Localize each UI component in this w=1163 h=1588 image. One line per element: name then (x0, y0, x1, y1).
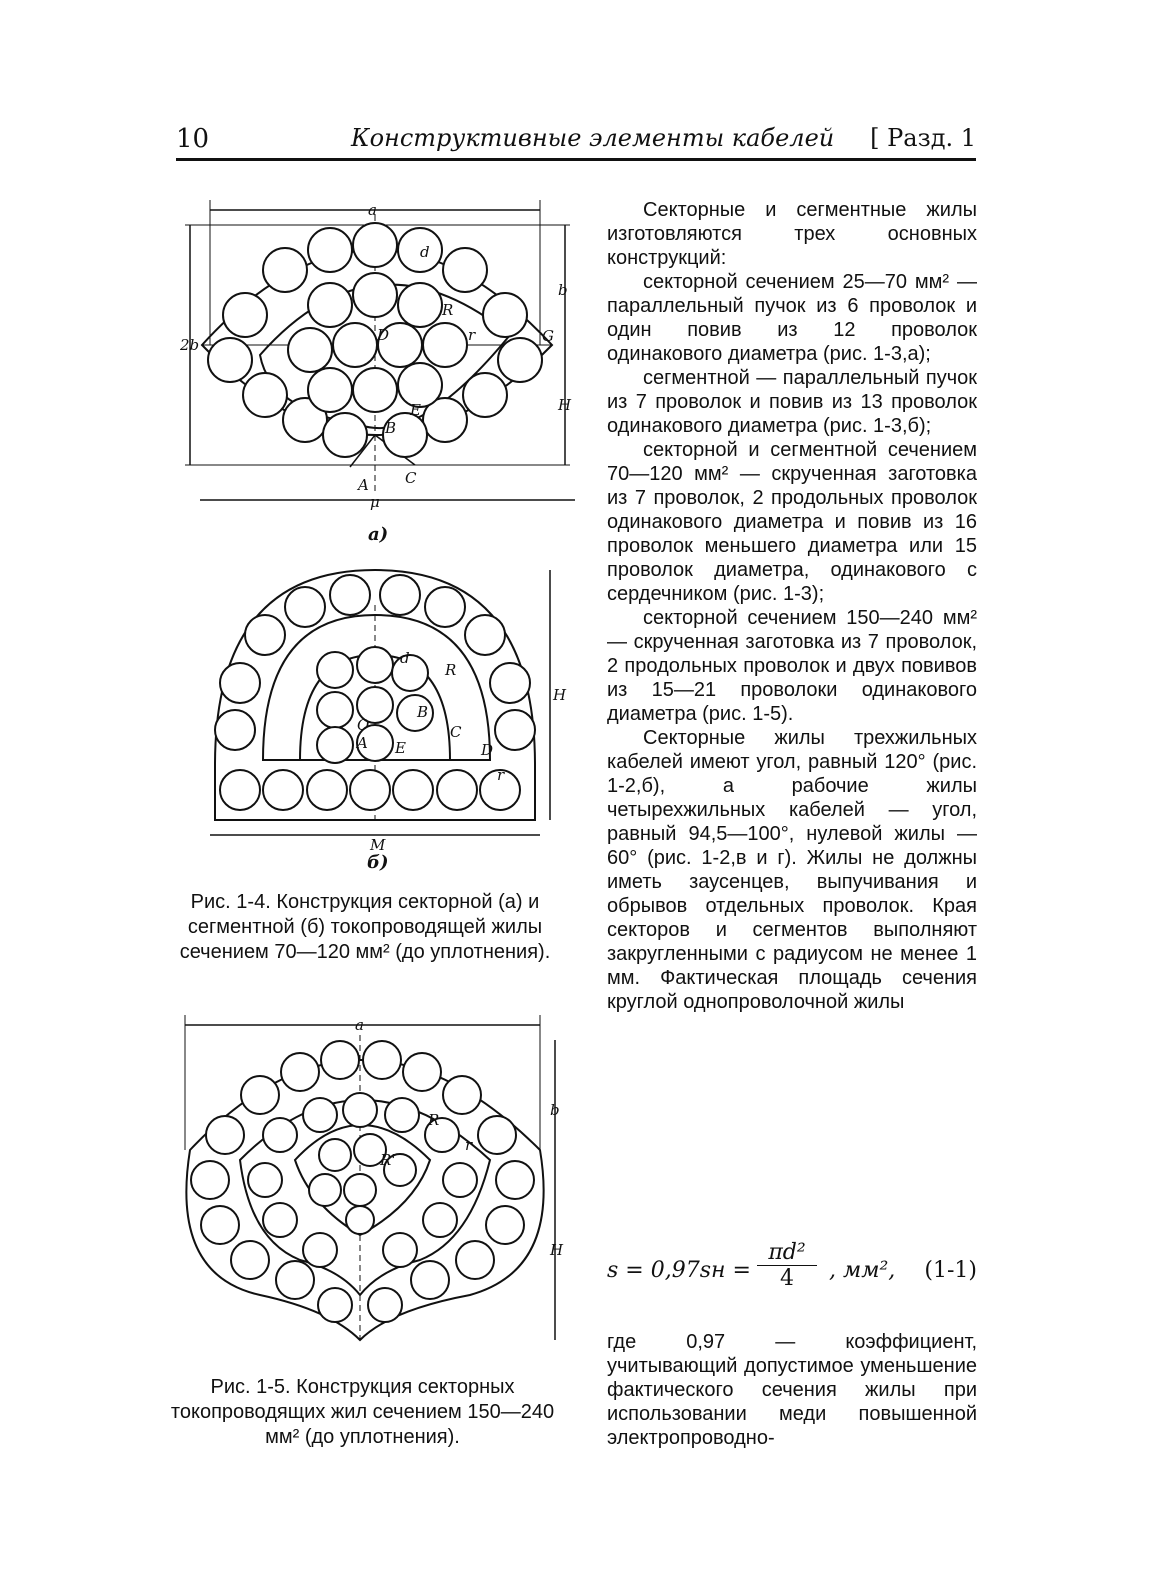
point-b-label: B (385, 419, 397, 437)
dim-h-label: H (553, 686, 567, 704)
figure-1-5 (170, 1010, 580, 1355)
running-title: Конструктивные элементы кабелей (351, 124, 835, 152)
dim-m-label: M (370, 836, 386, 854)
point-e-label: E (410, 401, 421, 419)
dim-a-label: a (368, 201, 377, 219)
mark-d-label: d (420, 243, 430, 261)
paragraph: Секторные жилы трехжильных кабелей имеют угол, равный 120° (рис. 1-2,б), а рабочие жилы четырехжильных кабелей — угол, равный 94,5—100°, нулевой жилы — 60° (рис. 1-2,в и г). Жилы не должны иметь заусенцев, выпучивания и обрывов отдельных проволок. Края секторов и сегментов выполняют закругленными с радиусом не менее 1 мм. Фактическая площадь сечения круглой однопроволочной жилы (607, 727, 977, 1013)
mark-r-big-label: R (445, 661, 457, 679)
formula-lhs: s = 0,97sн = (607, 1258, 751, 1283)
paragraph: секторной и сегментной сечением 70—120 мм² — скрученная заготовка из 7 проволок, 2 продольных проволок одинакового диаметра и повив из 16 проволок меньшего диаметра или 15 проволок диаметра, одинакового с сердечником (рис. 1-3); (607, 439, 977, 605)
paragraph: сегментной — параллельный пучок из 7 проволок и повив из 13 проволок одинакового диаметра (рис. 1-3,б); (607, 367, 977, 437)
formula-1-1 (607, 1240, 977, 1300)
point-g-label: G (542, 327, 554, 345)
point-c-label: C (450, 723, 462, 741)
paragraph: Секторные и сегментные жилы изготовляются трех основных конструкций: (607, 199, 977, 269)
figure-1-4-b (205, 565, 575, 875)
figure-1-4-a (180, 195, 590, 555)
figure-b-label: б) (367, 852, 389, 873)
segment-conductor-diagram (205, 565, 575, 875)
page-header (176, 118, 976, 160)
paragraph: где 0,97 — коэффициент, учитывающий допустимое уменьшение фактического сечения жилы при использовании меди повышенной электропроводно- (607, 1331, 977, 1449)
mark-r-small-label: r (497, 766, 505, 784)
mark-r-small-label: r (465, 1136, 473, 1154)
after-formula-text (607, 1330, 977, 1450)
point-e-label: E (395, 739, 406, 757)
point-b-label: B (417, 703, 429, 721)
paragraph: секторной сечением 150—240 мм² — скрученная заготовка из 7 проволок, 2 продольных проволок и двух повивов из 15—21 проволоки одинакового диаметра (рис. 1-5). (607, 607, 977, 725)
wire-circles (191, 1041, 534, 1322)
point-a-label: A (358, 476, 369, 494)
page-number: 10 (176, 124, 210, 154)
formula-number: (1-1) (924, 1258, 977, 1283)
dim-2b-label: 2b (180, 336, 200, 354)
mark-r-big-label: R (442, 301, 454, 319)
formula-numerator: πd² (757, 1240, 817, 1266)
point-d-label: D (377, 326, 390, 344)
formula-denominator: 4 (780, 1266, 794, 1291)
dim-h-label: H (550, 1241, 564, 1259)
point-c-label: C (405, 469, 417, 487)
mark-r-big-label: R (428, 1111, 440, 1129)
dim-a-label: a (355, 1016, 364, 1034)
paragraph: секторной сечением 25—70 мм² — параллельный пучок из 6 проволок и один повив из 12 проволок одинакового диаметра (рис. 1-3,а); (607, 271, 977, 365)
point-d-label: D (481, 741, 494, 759)
dim-b-label: b (558, 281, 568, 299)
figure-a-label: а) (368, 524, 389, 545)
header-rule (176, 158, 976, 161)
wire-circles (208, 223, 542, 457)
section-reference: [ Разд. 1 (870, 124, 976, 152)
dim-h-label: H (558, 396, 572, 414)
mark-r-small-label: r (468, 326, 476, 344)
mark-d-label: d (400, 649, 410, 667)
formula-unit: , мм², (829, 1258, 896, 1283)
formula-fraction (757, 1240, 817, 1291)
mark-r-prime-label: R' (380, 1151, 396, 1169)
sector-conductor-diagram (180, 195, 590, 555)
dim-mu-label: μ (370, 493, 380, 511)
figure-1-5-caption: Рис. 1-5. Конструкция секторных токопроводящих жил сечением 150—240 мм² (до уплотнения). (170, 1376, 555, 1448)
body-text (607, 198, 977, 1014)
point-o-label: O (357, 716, 370, 734)
sector-150-240-diagram (170, 1010, 580, 1355)
dim-b-label: b (550, 1101, 560, 1119)
figure-1-4-caption: Рис. 1-4. Конструкция секторной (а) и сегментной (б) токопроводящей жилы сечением 70—120 мм² (до уплотнения). (179, 891, 551, 963)
point-a-label: A (357, 734, 368, 752)
